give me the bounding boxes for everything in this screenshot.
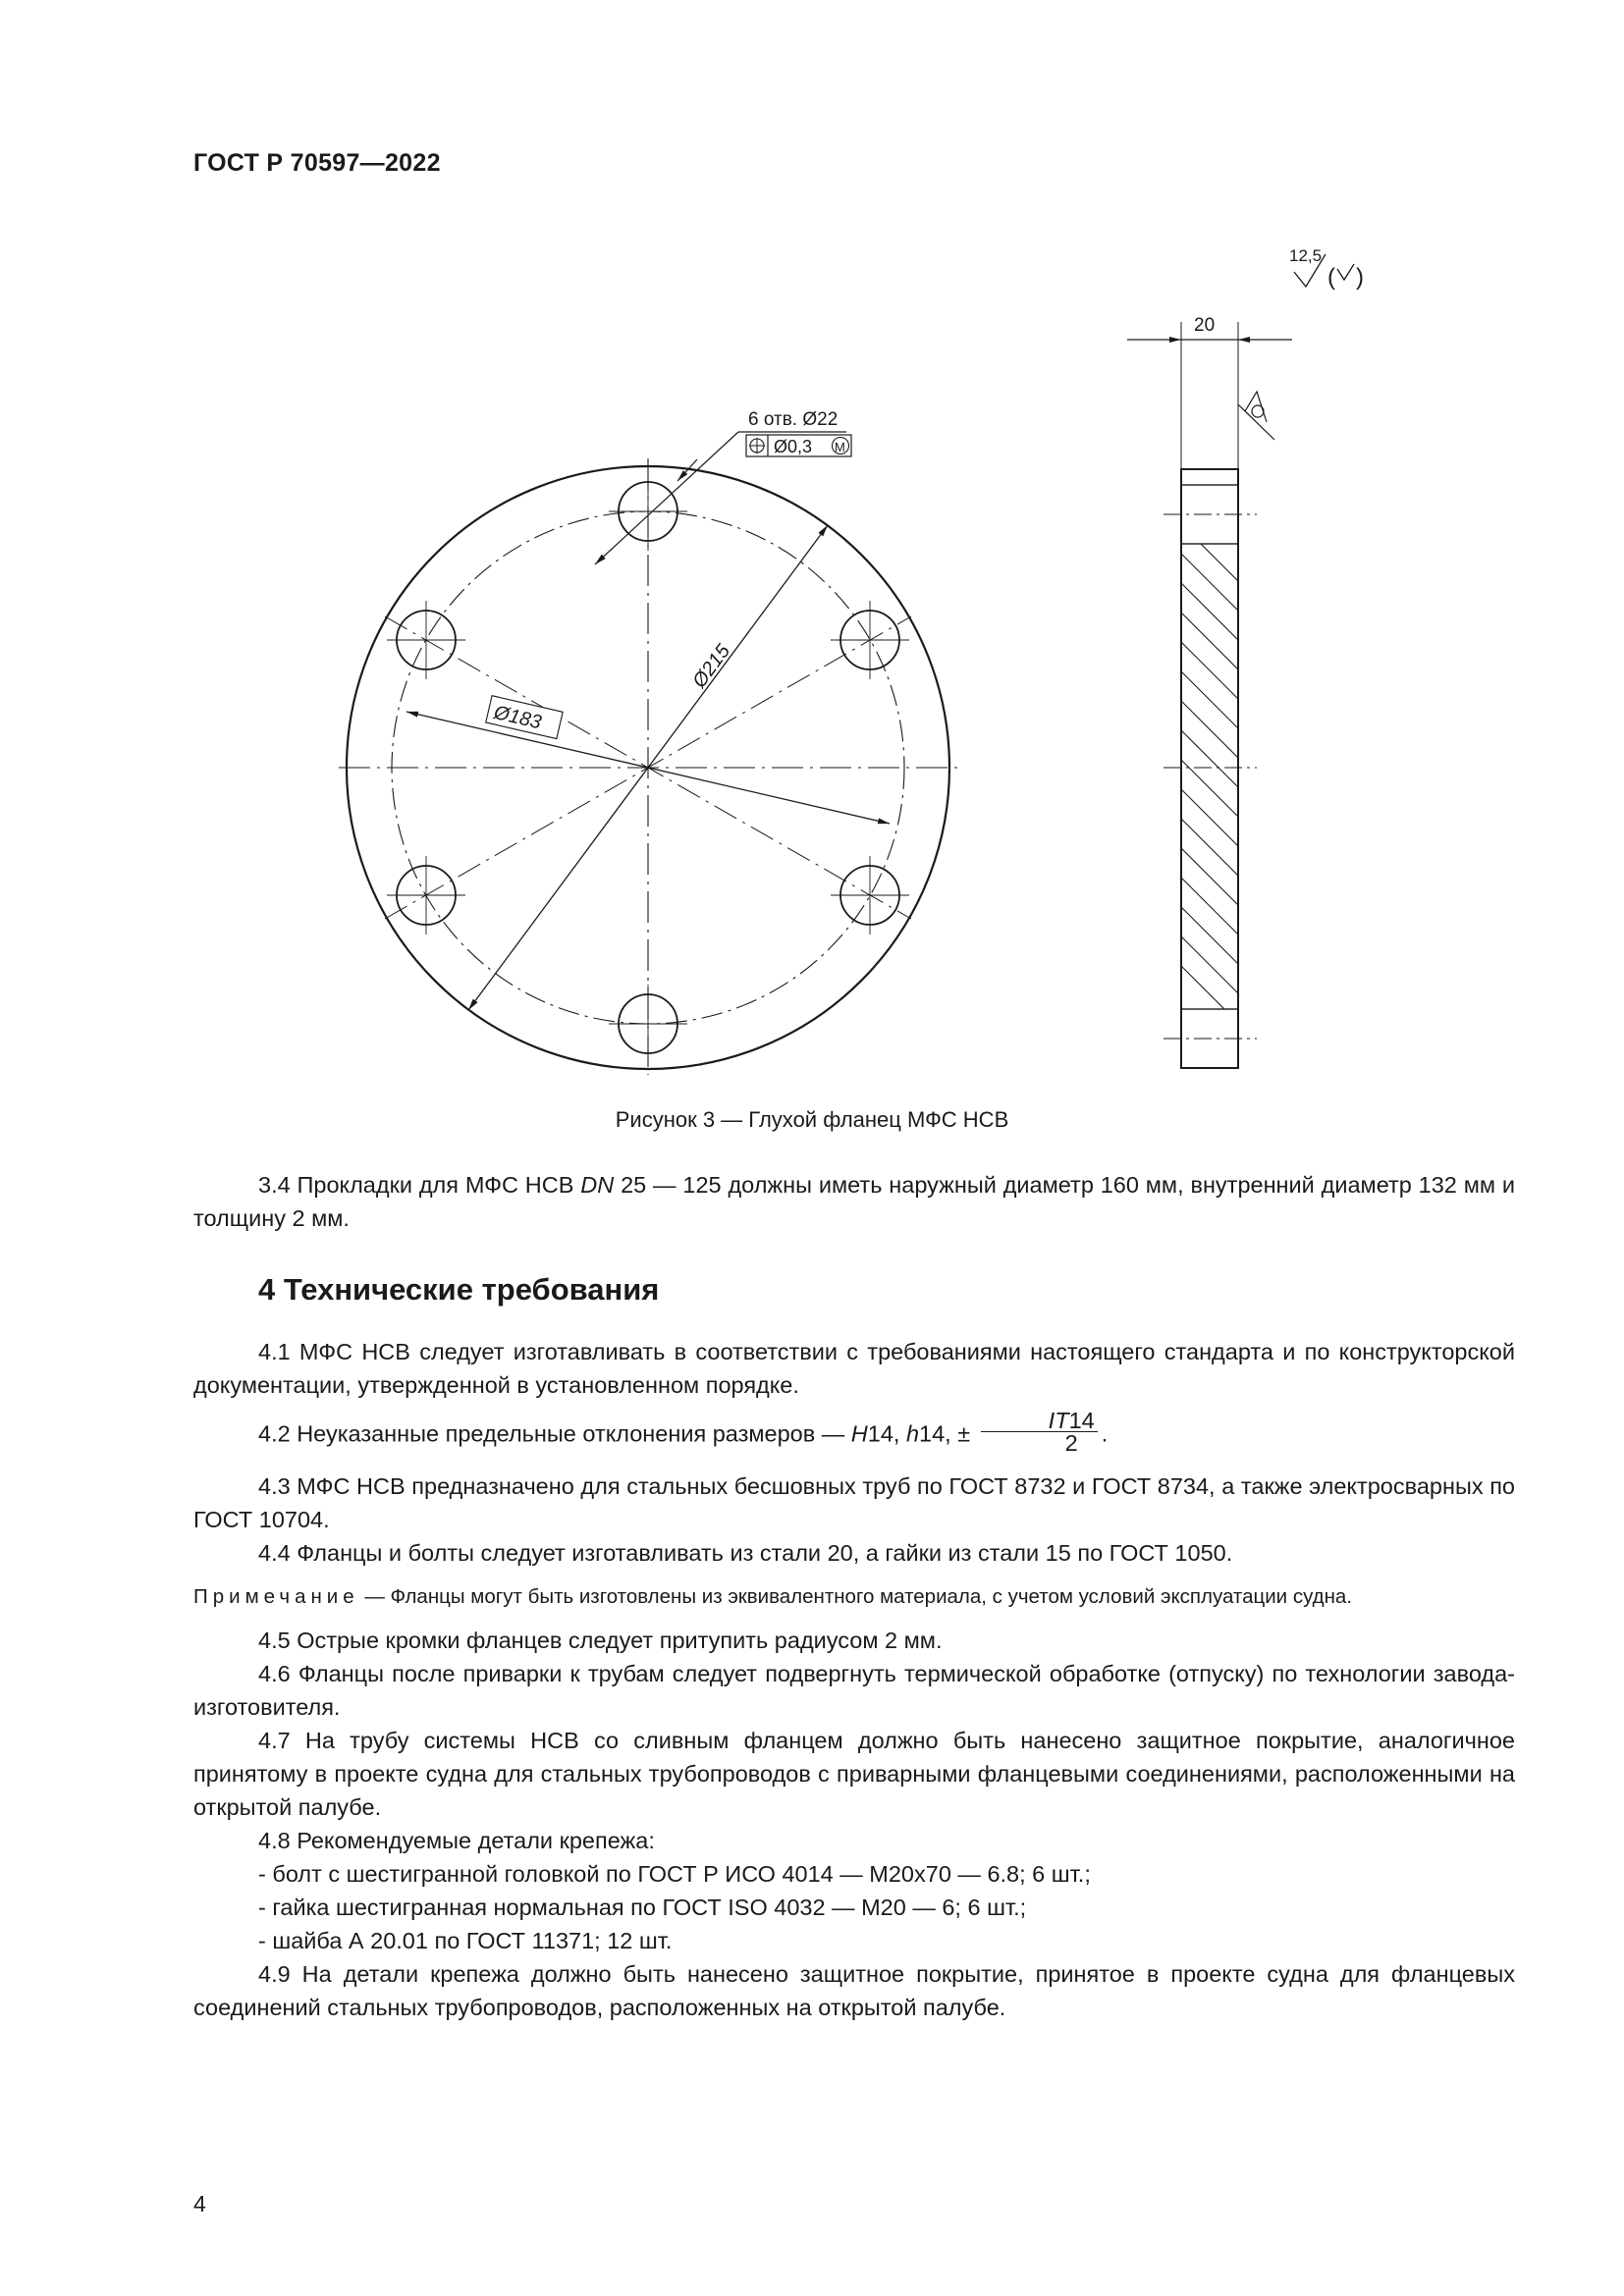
roughness-check-small-icon bbox=[1337, 264, 1354, 280]
note: Примечание — Фланцы могут быть изготовлены из эквивалентного материала, с учетом условий эксплуатации судна. bbox=[193, 1585, 1353, 1608]
paragraph-4-6: 4.6 Фланцы после приварки к трубам следует подвергнуть термической обработке (отпуску) по технологии завода-изготовителя. bbox=[193, 1661, 1515, 1720]
svg-text:Ø183: Ø183 bbox=[491, 701, 544, 734]
page-number: 4 bbox=[193, 2191, 206, 2216]
paragraph-4-8: 4.8 Рекомендуемые детали крепежа: bbox=[258, 1828, 655, 1853]
list-item: - болт с шестигранной головкой по ГОСТ Р ИСО 4014 — М20х70 — 6.8; 6 шт.; bbox=[258, 1861, 1091, 1887]
figure-caption: Рисунок 3 — Глухой фланец МФС НСВ bbox=[615, 1107, 1009, 1132]
general-roughness-mark bbox=[1289, 246, 1364, 291]
position-tolerance-frame bbox=[746, 435, 851, 456]
document-header: ГОСТ Р 70597—2022 bbox=[193, 149, 441, 177]
paragraph-4-7: 4.7 На трубу системы НСВ со сливным фланцем должно быть нанесено защитное покрытие, аналогичное принятому в проекте судна для стальных трубопроводов с приварными фланцевыми соединениями, расположенными на открытой палубе. bbox=[193, 1728, 1515, 1820]
paragraph-4-2: 4.2 Неуказанные предельные отклонения размеров — H14, h14, ± $\frac{IT14}{2}$ . bbox=[258, 1408, 1109, 1456]
svg-text:M: M bbox=[835, 440, 845, 454]
hole-leader-line bbox=[595, 432, 738, 564]
svg-text:12,5: 12,5 bbox=[1289, 246, 1323, 265]
svg-text:): ) bbox=[1356, 264, 1364, 291]
section-4-title: 4 Технические требования bbox=[258, 1272, 660, 1307]
flange-front-view bbox=[339, 432, 957, 1075]
list-item: - гайка шестигранная нормальная по ГОСТ ISO 4032 — М20 — 6; 6 шт.; bbox=[258, 1895, 1027, 1920]
flange-side-view bbox=[1127, 322, 1292, 1068]
outer-diameter-label: Ø215 bbox=[688, 640, 735, 692]
paragraph-4-4: 4.4 Фланцы и болты следует изготавливать из стали 20, а гайки из стали 15 по ГОСТ 1050. bbox=[258, 1540, 1233, 1566]
surface-roughness-icon bbox=[1238, 392, 1274, 440]
flange-drawing bbox=[0, 0, 1624, 1099]
paragraph-3-4: 3.4 Прокладки для МФС НСВ DN 25 — 125 должны иметь наружный диаметр 160 мм, внутренний диаметр 132 мм и толщину 2 мм. bbox=[193, 1172, 1515, 1231]
thickness-label: 20 bbox=[1194, 315, 1216, 336]
tolerance-fraction: $\frac{IT14}{2}$ bbox=[981, 1410, 1098, 1454]
paragraph-4-5: 4.5 Острые кромки фланцев следует притупить радиусом 2 мм. bbox=[258, 1628, 943, 1653]
list-item: - шайба А 20.01 по ГОСТ 11371; 12 шт. bbox=[258, 1928, 673, 1953]
holes-label: 6 отв. Ø22 bbox=[748, 409, 839, 430]
svg-text:(: ( bbox=[1327, 264, 1335, 291]
paragraph-4-3: 4.3 МФС НСВ предназначено для стальных бесшовных труб по ГОСТ 8732 и ГОСТ 8734, а также электросварных по ГОСТ 10704. bbox=[193, 1473, 1515, 1532]
document-body bbox=[193, 1168, 1515, 2024]
paragraph-4-9: 4.9 На детали крепежа должно быть нанесено защитное покрытие, принятое в проекте судна для фланцевых соединений стальных трубопроводов, расположенных на открытой палубе. bbox=[193, 1961, 1515, 2020]
svg-text:Ø0,3: Ø0,3 bbox=[774, 437, 813, 456]
paragraph-4-1: 4.1 МФС НСВ следует изготавливать в соответствии с требованиями настоящего стандарта и по конструкторской документации, утвержденной в установленном порядке. bbox=[193, 1339, 1515, 1398]
